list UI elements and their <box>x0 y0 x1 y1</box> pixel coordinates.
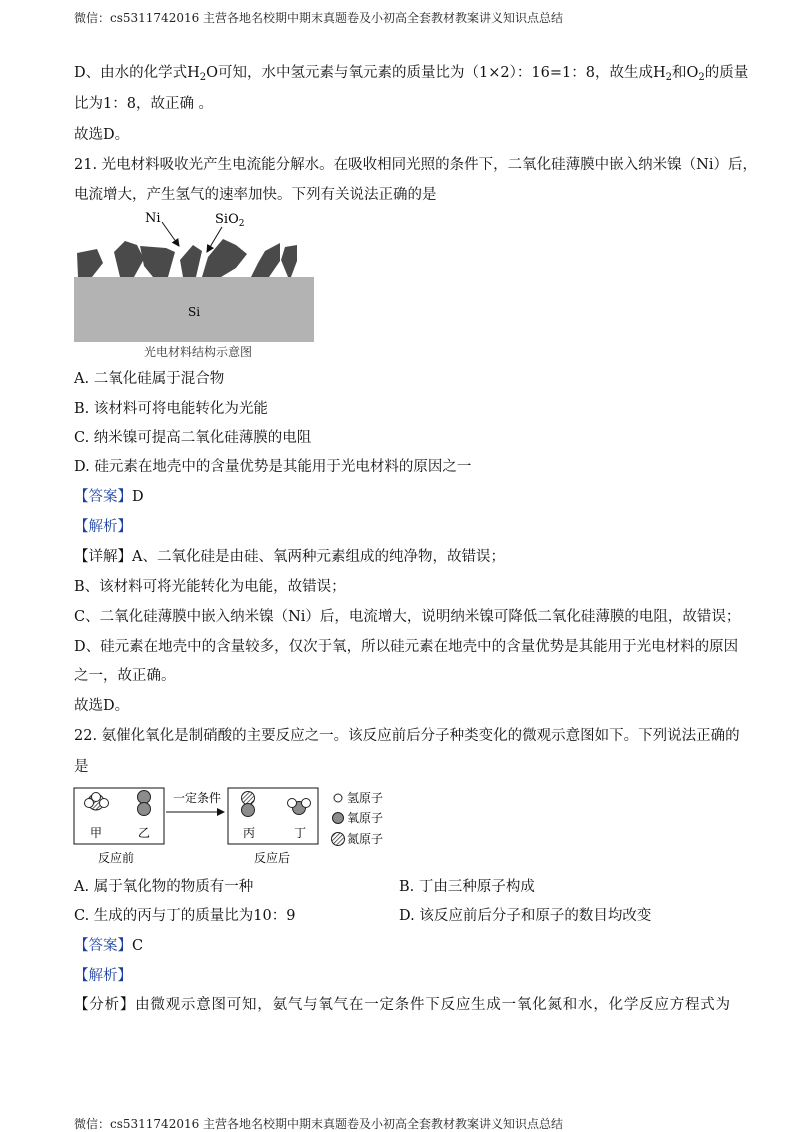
q21-analysis-tag <box>74 517 132 537</box>
q21-stem-line2: 电流增大，产生氢气的速率加快。下列有关说法正确的是 <box>74 187 437 203</box>
answer-tag: 【答案】 <box>74 938 132 954</box>
molecule-bing <box>242 792 255 817</box>
analyze-tag: 【分析】 <box>74 997 136 1013</box>
q21-detail-d-line2: 之一，故正确。 <box>74 668 176 684</box>
q21-option-d: D. 硅元素在地壳中的含量优势是其能用于光电材料的原因之一 <box>74 459 472 475</box>
q22-analysis-tag <box>74 966 132 986</box>
legend-nitrogen: 氮原子 <box>347 832 384 846</box>
q22-option-b: B. 丁由三种原子构成 <box>399 879 535 895</box>
q22-answer <box>74 936 143 956</box>
q21-detail-a <box>74 547 505 567</box>
detail-tag: 【详解】 <box>74 549 132 565</box>
prev-choose: 故选D。 <box>74 127 130 143</box>
q21-option-a: A. 二氧化硅属于混合物 <box>74 371 225 387</box>
q22-option-d: D. 该反应前后分子和原子的数目均改变 <box>399 908 652 924</box>
q21-answer <box>74 487 144 507</box>
analysis-tag: 【解析】 <box>74 968 132 984</box>
q22-analyze <box>74 995 730 1015</box>
text-seg: 和O <box>671 65 699 81</box>
molecule-jia <box>85 793 109 811</box>
label-si: Si <box>188 305 201 319</box>
text-seg: 的质量 <box>704 65 749 81</box>
label-after: 反应后 <box>254 851 291 865</box>
prev-option-d-line2: 比为1：8，故正确 。 <box>74 96 214 112</box>
legend <box>332 791 384 846</box>
legend-hydrogen-icon <box>334 794 342 802</box>
text-seg: SiO <box>215 212 239 227</box>
legend-oxygen-icon <box>333 813 344 824</box>
q22-stem-line1: 22. 氨催化氧化是制硝酸的主要反应之一。该反应前后分子种类变化的微观示意图如下。下列说法正确的 <box>74 728 740 744</box>
q22-option-c: C. 生成的丙与丁的质量比为10：9 <box>74 908 296 924</box>
arrow-condition: 一定条件 <box>173 791 222 805</box>
q21-structure-diagram <box>70 208 320 363</box>
ni-particles <box>77 239 297 277</box>
label-bing: 丙 <box>243 826 256 840</box>
label-ni: Ni <box>145 211 161 226</box>
q21-detail-c: C、二氧化硅薄膜中嵌入纳米镍（Ni）后，电流增大，说明纳米镍可降低二氧化硅薄膜的电阻，故错误； <box>74 609 741 625</box>
page-footer: 微信：cs5311742016 主营各地名校期中期末真题卷及小初高全套教材教案讲义知识点总结 <box>74 1117 564 1131</box>
molecule-yi <box>138 791 151 816</box>
subscript: 2 <box>665 72 672 83</box>
q21-detail-d-line1: D、硅元素在地壳中的含量较多，仅次于氧，所以硅元素在地壳中的含量优势是其能用于光电材料的原因 <box>74 639 739 655</box>
text-seg: O可知，水中氢元素与氧元素的质量比为（1×2）：16=1：8，故生成H <box>206 65 666 81</box>
legend-nitrogen-icon <box>332 833 345 846</box>
q21-choose: 故选D。 <box>74 698 130 714</box>
q21-option-b: B. 该材料可将电能转化为光能 <box>74 401 268 417</box>
label-jia: 甲 <box>90 826 103 840</box>
answer-value: D <box>132 489 144 505</box>
legend-hydrogen: 氢原子 <box>347 791 384 805</box>
subscript: 2 <box>698 72 705 83</box>
q22-stem-line2: 是 <box>74 759 89 775</box>
answer-value: C <box>132 938 144 954</box>
text-seg: D、由水的化学式H <box>74 65 200 81</box>
label-ding: 丁 <box>294 826 307 840</box>
q22-reaction-diagram <box>70 780 400 868</box>
q22-option-a: A. 属于氧化物的物质有一种 <box>74 879 254 895</box>
label-sio2 <box>215 212 244 229</box>
legend-oxygen: 氧原子 <box>347 811 384 825</box>
ni-pointer-arrow <box>162 222 179 246</box>
molecule-ding <box>288 799 311 815</box>
answer-tag: 【答案】 <box>74 489 132 505</box>
q21-option-c: C. 纳米镍可提高二氧化硅薄膜的电阻 <box>74 430 312 446</box>
label-yi: 乙 <box>138 826 151 840</box>
analysis-tag: 【解析】 <box>74 519 132 535</box>
q21-detail-b: B、该材料可将光能转化为电能，故错误； <box>74 579 346 595</box>
text-seg: 由微观示意图可知，氨气与氧气在一定条件下反应生成一氧化氮和水，化学反应方程式为 <box>135 997 731 1013</box>
subscript: 2 <box>199 72 207 83</box>
prev-option-d-line1 <box>74 63 749 83</box>
text-seg: A、二氧化硅是由硅、氧两种元素组成的纯净物，故错误； <box>132 549 505 565</box>
subscript: 2 <box>238 219 245 229</box>
q21-stem-line1: 21. 光电材料吸收光产生电流能分解水。在吸收相同光照的条件下，二氧化硅薄膜中嵌入纳米镍（Ni）后， <box>74 157 757 173</box>
page-header: 微信：cs5311742016 主营各地名校期中期末真题卷及小初高全套教材教案讲义知识点总结 <box>74 11 564 25</box>
label-before: 反应前 <box>98 851 135 865</box>
fig-caption: 光电材料结构示意图 <box>144 345 253 359</box>
